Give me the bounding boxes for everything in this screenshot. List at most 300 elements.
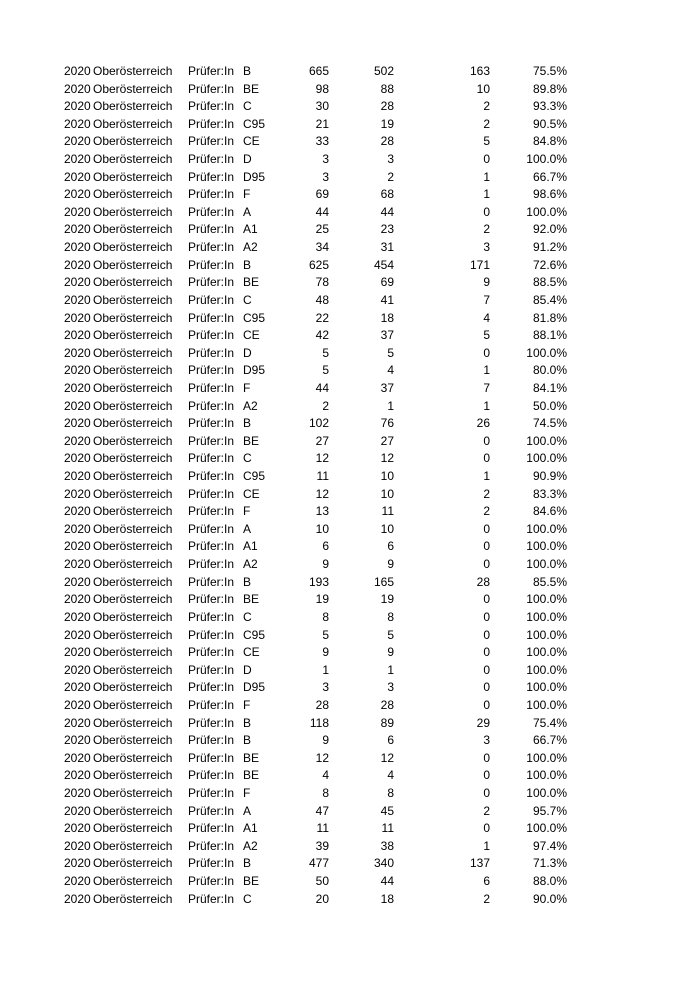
- cell-role: Prüfer:In: [188, 733, 235, 748]
- cell-role: Prüfer:In: [188, 116, 235, 131]
- cell-role: Prüfer:In: [188, 662, 235, 677]
- cell-year: 2020: [64, 521, 91, 536]
- table-row: [0, 204, 700, 222]
- cell-role: Prüfer:In: [188, 380, 235, 395]
- cell-failed: 0: [483, 451, 490, 466]
- cell-year: 2020: [64, 838, 91, 853]
- cell-total: 34: [315, 240, 329, 255]
- cell-total: 33: [315, 134, 329, 149]
- cell-role: Prüfer:In: [188, 750, 235, 765]
- cell-license-class: F: [243, 380, 251, 395]
- table-row: [0, 767, 700, 785]
- cell-license-class: D: [243, 345, 252, 360]
- cell-passed: 9: [387, 557, 394, 572]
- cell-role: Prüfer:In: [188, 680, 235, 695]
- table-row: [0, 662, 700, 680]
- cell-passed: 27: [380, 433, 394, 448]
- cell-license-class: A1: [243, 539, 258, 554]
- cell-pass-rate: 100.0%: [526, 768, 567, 783]
- cell-pass-rate: 100.0%: [526, 680, 567, 695]
- cell-pass-rate: 92.0%: [532, 222, 567, 237]
- cell-passed: 5: [387, 345, 394, 360]
- table-row: [0, 503, 700, 521]
- cell-pass-rate: 84.6%: [532, 504, 567, 519]
- table-row: [0, 486, 700, 504]
- cell-region: Oberösterreich: [93, 240, 173, 255]
- cell-region: Oberösterreich: [93, 363, 173, 378]
- cell-role: Prüfer:In: [188, 345, 235, 360]
- cell-year: 2020: [64, 275, 91, 290]
- cell-pass-rate: 100.0%: [526, 451, 567, 466]
- cell-failed: 2: [483, 116, 490, 131]
- cell-role: Prüfer:In: [188, 398, 235, 413]
- cell-role: Prüfer:In: [188, 486, 235, 501]
- cell-pass-rate: 66.7%: [532, 169, 567, 184]
- cell-region: Oberösterreich: [93, 627, 173, 642]
- cell-failed: 0: [483, 609, 490, 624]
- cell-failed: 0: [483, 645, 490, 660]
- cell-passed: 19: [380, 592, 394, 607]
- cell-region: Oberösterreich: [93, 310, 173, 325]
- cell-year: 2020: [64, 64, 91, 78]
- cell-total: 8: [322, 785, 329, 800]
- cell-passed: 68: [380, 187, 394, 202]
- cell-license-class: A: [243, 521, 252, 536]
- cell-license-class: B: [243, 715, 252, 730]
- cell-region: Oberösterreich: [93, 99, 173, 114]
- cell-license-class: C: [243, 891, 252, 906]
- table-row: [0, 257, 700, 275]
- cell-pass-rate: 90.9%: [532, 469, 567, 484]
- cell-year: 2020: [64, 310, 91, 325]
- cell-failed: 0: [483, 821, 490, 836]
- cell-pass-rate: 84.8%: [532, 134, 567, 149]
- cell-role: Prüfer:In: [188, 275, 235, 290]
- cell-license-class: B: [243, 257, 252, 272]
- cell-region: Oberösterreich: [93, 187, 173, 202]
- cell-license-class: A2: [243, 838, 258, 853]
- cell-role: Prüfer:In: [188, 187, 235, 202]
- cell-year: 2020: [64, 856, 91, 871]
- cell-failed: 2: [483, 486, 490, 501]
- table-row: [0, 609, 700, 627]
- cell-pass-rate: 95.7%: [532, 803, 567, 818]
- cell-year: 2020: [64, 891, 91, 906]
- table-row: [0, 81, 700, 99]
- cell-role: Prüfer:In: [188, 557, 235, 572]
- cell-pass-rate: 100.0%: [526, 750, 567, 765]
- cell-total: 21: [315, 116, 329, 131]
- cell-passed: 45: [380, 803, 394, 818]
- cell-region: Oberösterreich: [93, 715, 173, 730]
- cell-role: Prüfer:In: [188, 785, 235, 800]
- cell-role: Prüfer:In: [188, 609, 235, 624]
- table-row: [0, 169, 700, 187]
- cell-license-class: BE: [243, 592, 260, 607]
- cell-failed: 1: [483, 363, 490, 378]
- cell-license-class: B: [243, 733, 252, 748]
- table-row: [0, 362, 700, 380]
- cell-year: 2020: [64, 574, 91, 589]
- cell-license-class: CE: [243, 328, 260, 343]
- cell-passed: 28: [380, 134, 394, 149]
- cell-passed: 9: [387, 645, 394, 660]
- cell-role: Prüfer:In: [188, 292, 235, 307]
- cell-failed: 0: [483, 697, 490, 712]
- cell-license-class: A2: [243, 398, 258, 413]
- cell-passed: 3: [387, 680, 394, 695]
- cell-license-class: F: [243, 504, 251, 519]
- cell-role: Prüfer:In: [188, 521, 235, 536]
- table-row: [0, 292, 700, 310]
- cell-total: 6: [322, 539, 329, 554]
- cell-year: 2020: [64, 380, 91, 395]
- cell-region: Oberösterreich: [93, 856, 173, 871]
- cell-total: 25: [315, 222, 329, 237]
- cell-year: 2020: [64, 363, 91, 378]
- cell-passed: 165: [373, 574, 394, 589]
- cell-failed: 0: [483, 680, 490, 695]
- cell-pass-rate: 97.4%: [532, 838, 567, 853]
- cell-region: Oberösterreich: [93, 750, 173, 765]
- cell-year: 2020: [64, 680, 91, 695]
- cell-year: 2020: [64, 257, 91, 272]
- cell-passed: 10: [380, 521, 394, 536]
- cell-role: Prüfer:In: [188, 222, 235, 237]
- cell-pass-rate: 98.6%: [532, 187, 567, 202]
- cell-region: Oberösterreich: [93, 486, 173, 501]
- cell-failed: 7: [483, 292, 490, 307]
- cell-year: 2020: [64, 152, 91, 167]
- cell-passed: 340: [373, 856, 394, 871]
- cell-year: 2020: [64, 592, 91, 607]
- cell-total: 1: [322, 662, 329, 677]
- table-row: [0, 644, 700, 662]
- table-row: [0, 891, 700, 909]
- cell-pass-rate: 100.0%: [526, 521, 567, 536]
- table-row: [0, 803, 700, 821]
- cell-license-class: A: [243, 204, 252, 219]
- cell-license-class: CE: [243, 486, 260, 501]
- table-row: [0, 310, 700, 328]
- cell-year: 2020: [64, 240, 91, 255]
- cell-license-class: A2: [243, 557, 258, 572]
- cell-license-class: BE: [243, 874, 260, 889]
- cell-region: Oberösterreich: [93, 433, 173, 448]
- cell-failed: 2: [483, 891, 490, 906]
- cell-license-class: B: [243, 64, 252, 78]
- cell-failed: 2: [483, 803, 490, 818]
- cell-failed: 0: [483, 750, 490, 765]
- cell-region: Oberösterreich: [93, 451, 173, 466]
- cell-failed: 9: [483, 275, 490, 290]
- table-row: [0, 415, 700, 433]
- cell-role: Prüfer:In: [188, 240, 235, 255]
- cell-pass-rate: 100.0%: [526, 627, 567, 642]
- cell-region: Oberösterreich: [93, 504, 173, 519]
- cell-license-class: D95: [243, 363, 266, 378]
- cell-failed: 0: [483, 539, 490, 554]
- cell-year: 2020: [64, 504, 91, 519]
- cell-license-class: BE: [243, 750, 260, 765]
- cell-license-class: B: [243, 574, 252, 589]
- cell-license-class: F: [243, 697, 251, 712]
- cell-role: Prüfer:In: [188, 574, 235, 589]
- cell-role: Prüfer:In: [188, 451, 235, 466]
- cell-year: 2020: [64, 451, 91, 466]
- cell-license-class: C: [243, 451, 252, 466]
- cell-failed: 29: [476, 715, 490, 730]
- cell-passed: 28: [380, 697, 394, 712]
- cell-passed: 41: [380, 292, 394, 307]
- cell-region: Oberösterreich: [93, 398, 173, 413]
- cell-license-class: A: [243, 803, 252, 818]
- cell-failed: 2: [483, 99, 490, 114]
- cell-year: 2020: [64, 292, 91, 307]
- cell-passed: 31: [380, 240, 394, 255]
- cell-role: Prüfer:In: [188, 257, 235, 272]
- cell-pass-rate: 100.0%: [526, 697, 567, 712]
- cell-passed: 10: [380, 469, 394, 484]
- cell-passed: 28: [380, 99, 394, 114]
- cell-year: 2020: [64, 821, 91, 836]
- cell-failed: 28: [476, 574, 490, 589]
- cell-license-class: D: [243, 662, 252, 677]
- cell-role: Prüfer:In: [188, 310, 235, 325]
- cell-failed: 1: [483, 187, 490, 202]
- cell-role: Prüfer:In: [188, 856, 235, 871]
- table-row: [0, 433, 700, 451]
- cell-region: Oberösterreich: [93, 469, 173, 484]
- cell-total: 3: [322, 169, 329, 184]
- cell-license-class: BE: [243, 433, 260, 448]
- cell-pass-rate: 100.0%: [526, 345, 567, 360]
- cell-passed: 454: [373, 257, 394, 272]
- cell-passed: 5: [387, 627, 394, 642]
- cell-year: 2020: [64, 627, 91, 642]
- cell-pass-rate: 88.1%: [532, 328, 567, 343]
- cell-passed: 8: [387, 785, 394, 800]
- cell-region: Oberösterreich: [93, 874, 173, 889]
- table-row: [0, 785, 700, 803]
- cell-license-class: F: [243, 785, 251, 800]
- table-row: [0, 873, 700, 891]
- cell-license-class: D95: [243, 680, 266, 695]
- cell-region: Oberösterreich: [93, 574, 173, 589]
- cell-license-class: D: [243, 152, 252, 167]
- cell-year: 2020: [64, 662, 91, 677]
- cell-failed: 0: [483, 557, 490, 572]
- cell-passed: 1: [387, 398, 394, 413]
- cell-pass-rate: 100.0%: [526, 645, 567, 660]
- cell-total: 625: [308, 257, 329, 272]
- cell-passed: 18: [380, 891, 394, 906]
- cell-role: Prüfer:In: [188, 152, 235, 167]
- cell-pass-rate: 74.5%: [532, 416, 567, 431]
- cell-license-class: CE: [243, 645, 260, 660]
- table-row: [0, 151, 700, 169]
- cell-year: 2020: [64, 398, 91, 413]
- cell-role: Prüfer:In: [188, 99, 235, 114]
- cell-pass-rate: 100.0%: [526, 557, 567, 572]
- cell-pass-rate: 89.8%: [532, 81, 567, 96]
- cell-pass-rate: 100.0%: [526, 539, 567, 554]
- cell-region: Oberösterreich: [93, 328, 173, 343]
- cell-year: 2020: [64, 785, 91, 800]
- cell-license-class: A1: [243, 821, 258, 836]
- cell-region: Oberösterreich: [93, 416, 173, 431]
- cell-total: 3: [322, 152, 329, 167]
- table-row: [0, 450, 700, 468]
- cell-region: Oberösterreich: [93, 645, 173, 660]
- cell-pass-rate: 80.0%: [532, 363, 567, 378]
- cell-failed: 0: [483, 433, 490, 448]
- cell-region: Oberösterreich: [93, 292, 173, 307]
- cell-pass-rate: 100.0%: [526, 592, 567, 607]
- table-row: [0, 855, 700, 873]
- cell-passed: 23: [380, 222, 394, 237]
- cell-year: 2020: [64, 803, 91, 818]
- cell-role: Prüfer:In: [188, 416, 235, 431]
- cell-total: 477: [308, 856, 329, 871]
- cell-region: Oberösterreich: [93, 380, 173, 395]
- cell-failed: 6: [483, 874, 490, 889]
- cell-license-class: CE: [243, 134, 260, 149]
- cell-region: Oberösterreich: [93, 116, 173, 131]
- cell-total: 8: [322, 609, 329, 624]
- cell-passed: 4: [387, 768, 394, 783]
- cell-pass-rate: 90.5%: [532, 116, 567, 131]
- cell-passed: 76: [380, 416, 394, 431]
- cell-passed: 1: [387, 662, 394, 677]
- cell-region: Oberösterreich: [93, 539, 173, 554]
- cell-passed: 3: [387, 152, 394, 167]
- cell-year: 2020: [64, 539, 91, 554]
- cell-region: Oberösterreich: [93, 134, 173, 149]
- cell-pass-rate: 100.0%: [526, 204, 567, 219]
- cell-year: 2020: [64, 715, 91, 730]
- cell-passed: 89: [380, 715, 394, 730]
- cell-year: 2020: [64, 768, 91, 783]
- cell-passed: 11: [381, 821, 394, 836]
- cell-year: 2020: [64, 697, 91, 712]
- cell-total: 28: [315, 697, 329, 712]
- cell-passed: 69: [380, 275, 394, 290]
- cell-pass-rate: 100.0%: [526, 662, 567, 677]
- cell-failed: 1: [483, 469, 490, 484]
- table-row: [0, 327, 700, 345]
- cell-total: 9: [322, 733, 329, 748]
- cell-year: 2020: [64, 750, 91, 765]
- cell-pass-rate: 100.0%: [526, 433, 567, 448]
- cell-pass-rate: 100.0%: [526, 821, 567, 836]
- table-row: [0, 63, 700, 81]
- cell-pass-rate: 91.2%: [532, 240, 567, 255]
- cell-region: Oberösterreich: [93, 169, 173, 184]
- cell-total: 665: [308, 64, 329, 78]
- cell-pass-rate: 88.5%: [532, 275, 567, 290]
- cell-role: Prüfer:In: [188, 627, 235, 642]
- cell-total: 11: [316, 469, 329, 484]
- cell-region: Oberösterreich: [93, 257, 173, 272]
- cell-failed: 2: [483, 222, 490, 237]
- cell-failed: 2: [483, 504, 490, 519]
- cell-role: Prüfer:In: [188, 469, 235, 484]
- table-row: [0, 398, 700, 416]
- cell-region: Oberösterreich: [93, 680, 173, 695]
- table-row: [0, 468, 700, 486]
- cell-license-class: BE: [243, 768, 260, 783]
- cell-year: 2020: [64, 328, 91, 343]
- table-row: [0, 116, 700, 134]
- cell-total: 193: [308, 574, 329, 589]
- cell-passed: 4: [387, 363, 394, 378]
- cell-total: 5: [322, 345, 329, 360]
- cell-failed: 0: [483, 662, 490, 677]
- cell-total: 9: [322, 645, 329, 660]
- table-row: [0, 697, 700, 715]
- cell-role: Prüfer:In: [188, 328, 235, 343]
- cell-region: Oberösterreich: [93, 733, 173, 748]
- table-row: [0, 591, 700, 609]
- cell-license-class: C: [243, 609, 252, 624]
- cell-pass-rate: 88.0%: [532, 874, 567, 889]
- cell-total: 39: [315, 838, 329, 853]
- table-row: [0, 838, 700, 856]
- cell-passed: 88: [380, 81, 394, 96]
- cell-region: Oberösterreich: [93, 152, 173, 167]
- cell-year: 2020: [64, 116, 91, 131]
- cell-failed: 7: [483, 380, 490, 395]
- cell-region: Oberösterreich: [93, 609, 173, 624]
- cell-pass-rate: 93.3%: [532, 99, 567, 114]
- cell-role: Prüfer:In: [188, 592, 235, 607]
- cell-role: Prüfer:In: [188, 874, 235, 889]
- cell-total: 47: [315, 803, 329, 818]
- cell-year: 2020: [64, 469, 91, 484]
- cell-total: 42: [315, 328, 329, 343]
- cell-pass-rate: 83.3%: [532, 486, 567, 501]
- cell-year: 2020: [64, 433, 91, 448]
- cell-passed: 37: [380, 380, 394, 395]
- cell-total: 9: [322, 557, 329, 572]
- cell-failed: 5: [483, 134, 490, 149]
- table-row: [0, 274, 700, 292]
- cell-passed: 37: [380, 328, 394, 343]
- cell-license-class: F: [243, 187, 251, 202]
- cell-total: 5: [322, 363, 329, 378]
- cell-year: 2020: [64, 733, 91, 748]
- cell-pass-rate: 100.0%: [526, 152, 567, 167]
- cell-passed: 502: [373, 64, 394, 78]
- cell-failed: 0: [483, 521, 490, 536]
- cell-pass-rate: 75.5%: [532, 64, 567, 78]
- cell-passed: 44: [380, 874, 394, 889]
- cell-year: 2020: [64, 416, 91, 431]
- cell-region: Oberösterreich: [93, 345, 173, 360]
- cell-year: 2020: [64, 645, 91, 660]
- cell-role: Prüfer:In: [188, 891, 235, 906]
- table-row: [0, 186, 700, 204]
- cell-passed: 12: [380, 451, 394, 466]
- table-row: [0, 380, 700, 398]
- cell-role: Prüfer:In: [188, 715, 235, 730]
- cell-pass-rate: 85.5%: [532, 574, 567, 589]
- cell-license-class: C: [243, 99, 252, 114]
- cell-license-class: B: [243, 856, 252, 871]
- cell-region: Oberösterreich: [93, 891, 173, 906]
- cell-total: 102: [308, 416, 329, 431]
